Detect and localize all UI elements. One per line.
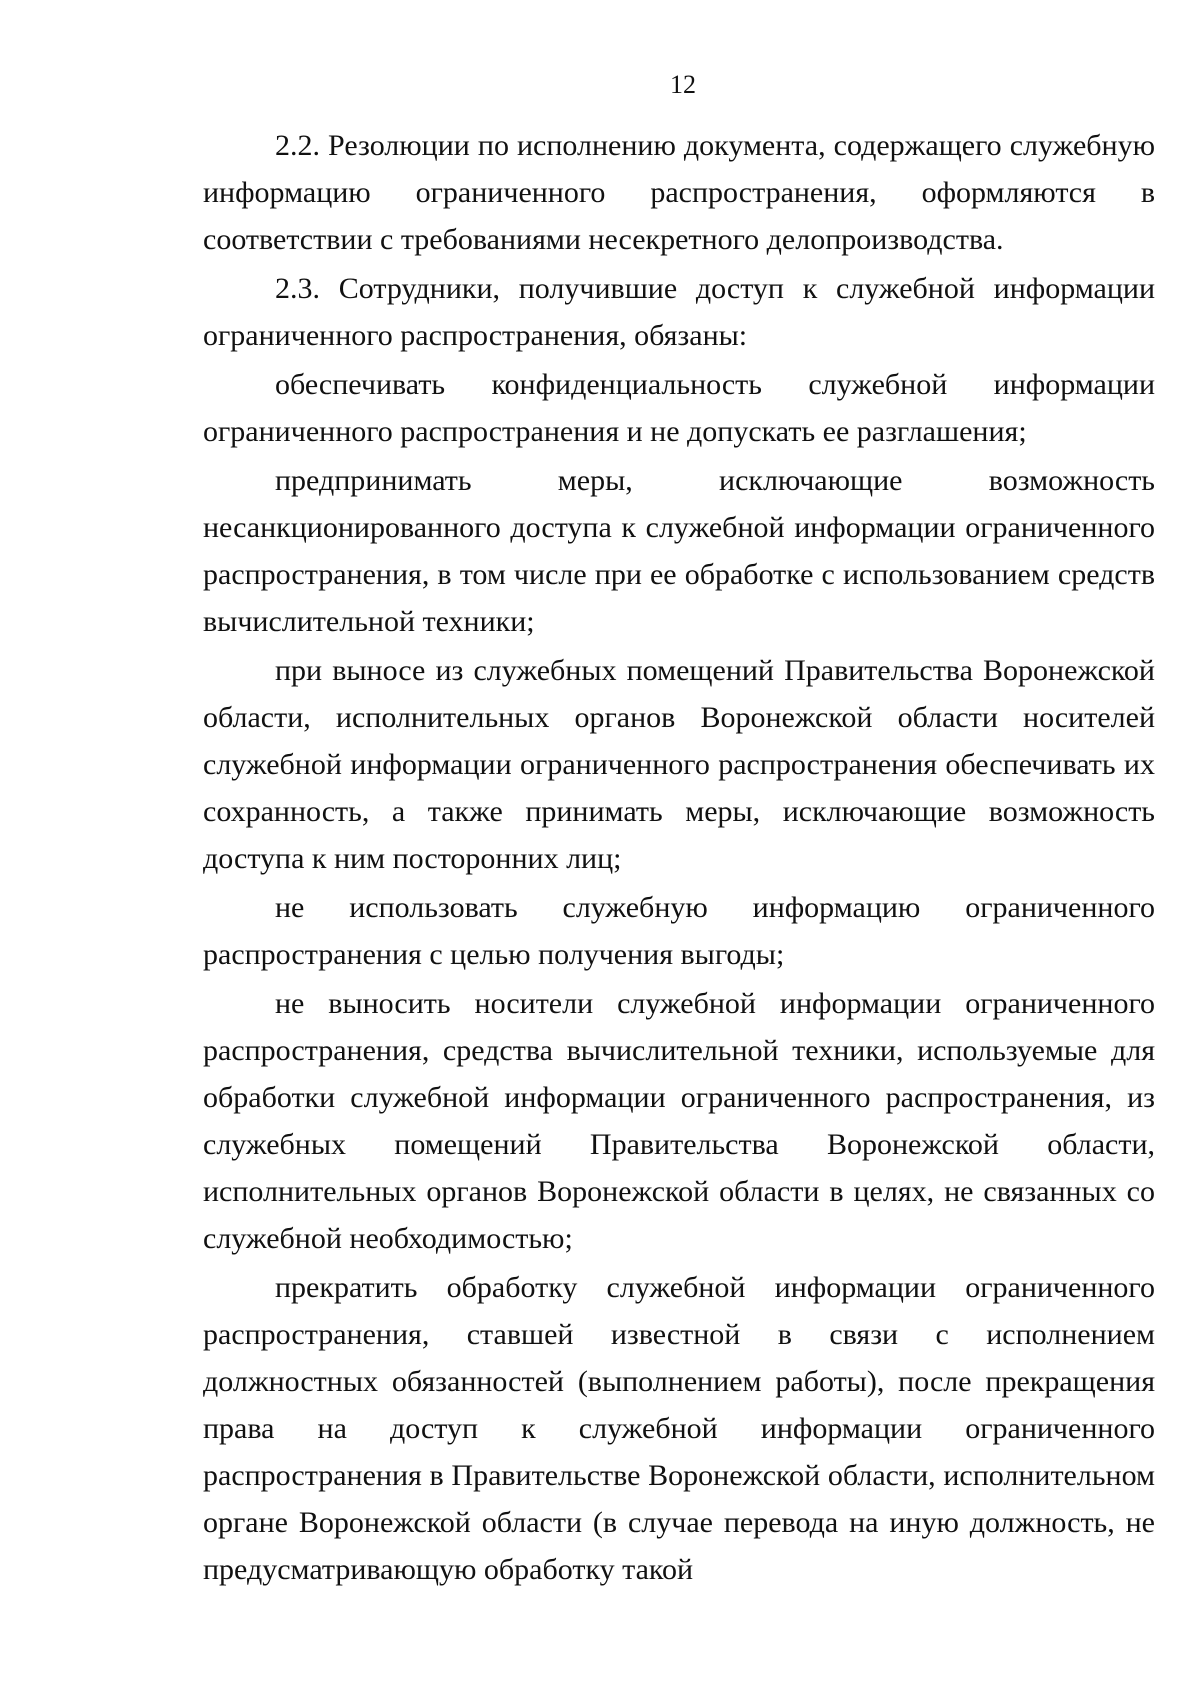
obligation-carrier-safety: при выносе из служебных помещений Правительства Воронежской области, исполнительных органов Воронежской области носителей служебной информации ограниченного распространения обеспечивать их сохранность, а также принимать меры, исключающие возможность доступа к ним посторонних лиц; (203, 654, 1155, 875)
document-body (203, 122, 1155, 1593)
obligation-no-removal: не выносить носители служебной информации ограниченного распространения, средства вычислительной техники, используемые для обработки служебной информации ограниченного распространения, из служебных помещений Правительства Воронежской области, исполнительных органов Воронежской области в целях, не связанных со служебной необходимостью; (203, 987, 1155, 1255)
obligation-confidentiality: обеспечивать конфиденциальность служебной информации ограниченного распространения и не допускать ее разглашения; (203, 368, 1155, 448)
paragraph-2-2: 2.2. Резолюции по исполнению документа, содержащего служебную информацию ограниченного распространения, оформляются в соответствии с требованиями несекретного делопроизводства. (203, 129, 1155, 256)
page-number: 12 (670, 70, 696, 99)
obligation-prevent-unauthorized-access: предпринимать меры, исключающие возможность несанкционированного доступа к служебной информации ограниченного распространения, в том числе при ее обработке с использованием средств вычислительной техники; (203, 464, 1155, 638)
obligation-stop-processing: прекратить обработку служебной информации ограниченного распространения, ставшей известной в связи с исполнением должностных обязанностей (выполнением работы), после прекращения права на доступ к служебной информации ограниченного распространения в Правительстве Воронежской области, исполнительном органе Воронежской области (в случае перевода на иную должность, не предусматривающую обработку такой (203, 1271, 1155, 1586)
obligation-no-benefit-use: не использовать служебную информацию ограниченного распространения с целью получения выгоды; (203, 891, 1155, 971)
paragraph-2-3: 2.3. Сотрудники, получившие доступ к служебной информации ограниченного распространения, обязаны: (203, 272, 1155, 352)
